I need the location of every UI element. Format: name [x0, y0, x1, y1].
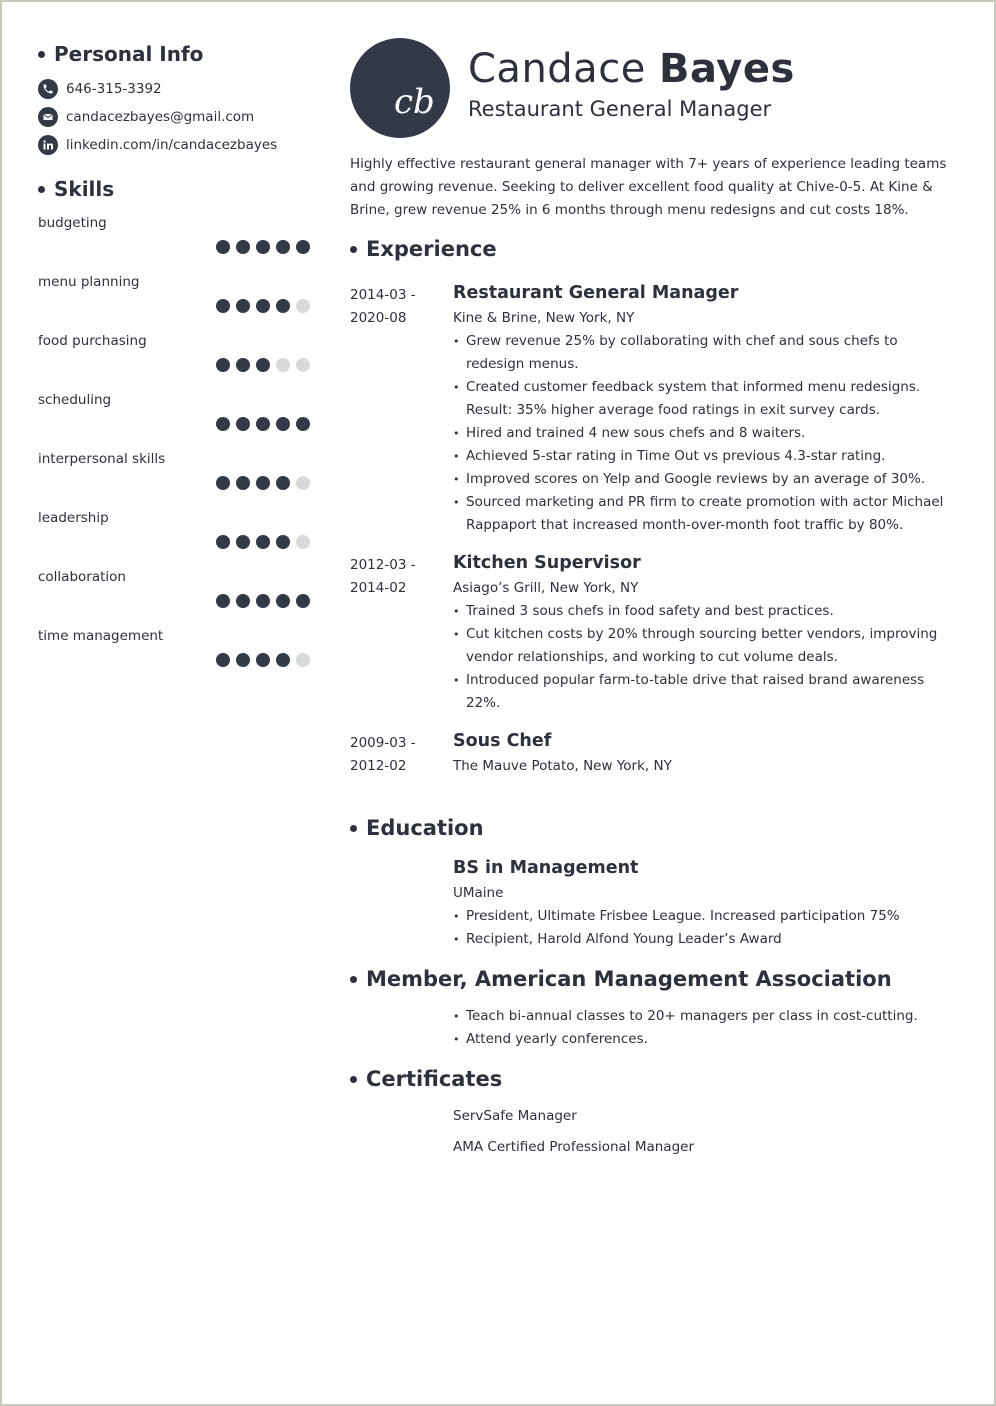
skill-name: leadership	[38, 510, 109, 526]
envelope-icon	[38, 107, 58, 127]
first-name: Candace	[468, 46, 646, 92]
rating-dot-filled	[256, 358, 270, 372]
rating-dot-filled	[256, 476, 270, 490]
rating-dot-empty	[276, 358, 290, 372]
skill-row	[38, 445, 310, 504]
job-entry	[350, 549, 960, 715]
candidate-name	[468, 45, 795, 93]
skill-row	[38, 622, 310, 681]
rating-dot-filled	[276, 594, 290, 608]
list-item: • Improved scores on Yelp and Google reviews by an average of 30%.	[453, 468, 958, 491]
membership-entry	[350, 1005, 960, 1051]
skill-name: food purchasing	[38, 333, 147, 349]
membership-bullets	[453, 1005, 958, 1051]
skill-rating	[216, 299, 310, 313]
main-column	[350, 38, 960, 1167]
job-body	[453, 279, 958, 537]
skill-name: scheduling	[38, 392, 112, 408]
name-block	[468, 45, 795, 123]
job-dates	[350, 279, 453, 537]
job-end-date: 2012-02	[350, 758, 407, 774]
certificate-item: AMA Certified Professional Manager	[453, 1139, 695, 1155]
jobs-list	[350, 279, 960, 778]
experience-heading: Experience	[350, 235, 960, 263]
job-company: Asiago’s Grill, New York, NY	[453, 580, 639, 596]
job-entry	[350, 727, 960, 778]
job-company: The Mauve Potato, New York, NY	[453, 758, 672, 774]
job-body	[453, 727, 958, 778]
job-start-date: 2014-03 -	[350, 287, 416, 303]
resume-header	[350, 38, 960, 138]
list-item: • Recipient, Harold Alfond Young Leader’s Award	[453, 928, 958, 951]
rating-dot-empty	[296, 358, 310, 372]
rating-dot-filled	[276, 476, 290, 490]
job-dates	[350, 549, 453, 715]
rating-dot-empty	[296, 476, 310, 490]
rating-dot-filled	[276, 653, 290, 667]
email-row	[38, 103, 310, 131]
list-item: • President, Ultimate Frisbee League. Increased participation 75%	[453, 905, 958, 928]
education-section	[350, 814, 960, 951]
certificates-dates	[350, 1105, 453, 1167]
skill-row	[38, 563, 310, 622]
skill-name: budgeting	[38, 215, 107, 231]
skill-rating	[216, 417, 310, 431]
phone-icon	[38, 79, 58, 99]
list-item: • Teach bi-annual classes to 20+ managers per class in cost-cutting.	[453, 1005, 958, 1028]
rating-dot-filled	[276, 299, 290, 313]
list-item: • Introduced popular farm-to-table drive that raised brand awareness 22%.	[453, 669, 958, 715]
phone-number: 646-315-3392	[66, 81, 162, 97]
phone-row	[38, 75, 310, 103]
skill-rating	[216, 594, 310, 608]
certificates-section	[350, 1065, 960, 1167]
rating-dot-empty	[296, 299, 310, 313]
skill-row	[38, 504, 310, 563]
profile-summary: Highly effective restaurant general manager with 7+ years of experience leading teams and growing revenue. Seeking to deliver excellent food quality at Chive-0-5. At Kine & Brine, grew revenue 25% in 6 months through menu redesigns and cut costs 18%.	[350, 156, 947, 218]
rating-dot-filled	[296, 594, 310, 608]
list-item: • Sourced marketing and PR firm to create promotion with actor Michael Rappaport that increased month-over-month foot traffic by 80%.	[453, 491, 958, 537]
certificates-heading: Certificates	[350, 1065, 960, 1093]
skills-heading: Skills	[38, 175, 310, 203]
last-name: Bayes	[659, 46, 795, 92]
education-heading: Education	[350, 814, 960, 842]
job-bullets	[453, 330, 958, 537]
job-dates	[350, 727, 453, 778]
rating-dot-filled	[256, 653, 270, 667]
email-address[interactable]: candacezbayes@gmail.com	[66, 109, 255, 125]
skill-name: menu planning	[38, 274, 140, 290]
list-item: • Attend yearly conferences.	[453, 1028, 958, 1051]
rating-dot-filled	[236, 358, 250, 372]
job-start-date: 2012-03 -	[350, 557, 416, 573]
job-company: Kine & Brine, New York, NY	[453, 310, 635, 326]
certificates-entry	[350, 1105, 960, 1167]
rating-dot-filled	[236, 594, 250, 608]
rating-dot-filled	[276, 535, 290, 549]
education-body	[453, 854, 958, 951]
certificates-body	[453, 1105, 958, 1167]
candidate-job-title: Restaurant General Manager	[468, 97, 772, 121]
rating-dot-filled	[216, 653, 230, 667]
list-item: • Grew revenue 25% by collaborating with chef and sous chefs to redesign menus.	[453, 330, 958, 376]
job-end-date: 2020-08	[350, 310, 407, 326]
rating-dot-filled	[236, 299, 250, 313]
education-bullets	[453, 905, 958, 951]
skill-rating	[216, 476, 310, 490]
personal-info-heading: Personal Info	[38, 40, 310, 68]
rating-dot-filled	[216, 240, 230, 254]
skills-list	[38, 209, 310, 681]
rating-dot-empty	[296, 653, 310, 667]
certificate-item: ServSafe Manager	[453, 1108, 577, 1124]
membership-heading: Member, American Management Association	[350, 965, 960, 993]
skill-rating	[216, 535, 310, 549]
rating-dot-filled	[216, 535, 230, 549]
rating-dot-filled	[256, 299, 270, 313]
list-item: • Achieved 5-star rating in Time Out vs previous 4.3-star rating.	[453, 445, 958, 468]
rating-dot-filled	[216, 417, 230, 431]
membership-body	[453, 1005, 958, 1051]
rating-dot-filled	[216, 476, 230, 490]
skill-name: time management	[38, 628, 164, 644]
degree-title: BS in Management	[453, 858, 639, 878]
list-item: • Trained 3 sous chefs in food safety and best practices.	[453, 600, 958, 623]
monogram-avatar	[350, 38, 450, 138]
education-entry	[350, 854, 960, 951]
job-entry	[350, 279, 960, 537]
rating-dot-filled	[216, 594, 230, 608]
rating-dot-filled	[236, 476, 250, 490]
rating-dot-filled	[276, 417, 290, 431]
job-title: Kitchen Supervisor	[453, 553, 641, 573]
list-item: • Created customer feedback system that informed menu redesigns. Result: 35% higher average food ratings in exit survey cards.	[453, 376, 958, 422]
job-title: Sous Chef	[453, 731, 552, 751]
monogram-initials: cb	[394, 82, 435, 122]
linkedin-url[interactable]: linkedin.com/in/candacezbayes	[66, 137, 278, 153]
skill-row	[38, 209, 310, 268]
list-item: • Hired and trained 4 new sous chefs and 8 waiters.	[453, 422, 958, 445]
rating-dot-filled	[276, 240, 290, 254]
rating-dot-filled	[236, 417, 250, 431]
job-title: Restaurant General Manager	[453, 283, 739, 303]
job-body	[453, 549, 958, 715]
rating-dot-filled	[256, 240, 270, 254]
membership-section	[350, 965, 960, 1051]
rating-dot-filled	[256, 535, 270, 549]
skill-name: collaboration	[38, 569, 126, 585]
skill-row	[38, 268, 310, 327]
rating-dot-filled	[216, 358, 230, 372]
job-start-date: 2009-03 -	[350, 735, 416, 751]
linkedin-row	[38, 131, 310, 159]
list-item: • Cut kitchen costs by 20% through sourcing better vendors, improving vendor relationships, and working to cut volume deals.	[453, 623, 958, 669]
left-column	[38, 40, 310, 681]
job-bullets	[453, 600, 958, 715]
job-end-date: 2014-02	[350, 580, 407, 596]
membership-dates	[350, 1005, 453, 1051]
skill-rating	[216, 240, 310, 254]
skill-row	[38, 327, 310, 386]
rating-dot-filled	[296, 417, 310, 431]
rating-dot-filled	[236, 653, 250, 667]
skill-rating	[216, 653, 310, 667]
education-dates	[350, 854, 453, 951]
rating-dot-filled	[236, 535, 250, 549]
skill-row	[38, 386, 310, 445]
school-name: UMaine	[453, 885, 504, 901]
rating-dot-empty	[296, 535, 310, 549]
rating-dot-filled	[216, 299, 230, 313]
rating-dot-filled	[256, 417, 270, 431]
rating-dot-filled	[236, 240, 250, 254]
rating-dot-filled	[296, 240, 310, 254]
skill-name: interpersonal skills	[38, 451, 166, 467]
rating-dot-filled	[256, 594, 270, 608]
experience-section	[350, 235, 960, 778]
skill-rating	[216, 358, 310, 372]
linkedin-icon	[38, 135, 58, 155]
